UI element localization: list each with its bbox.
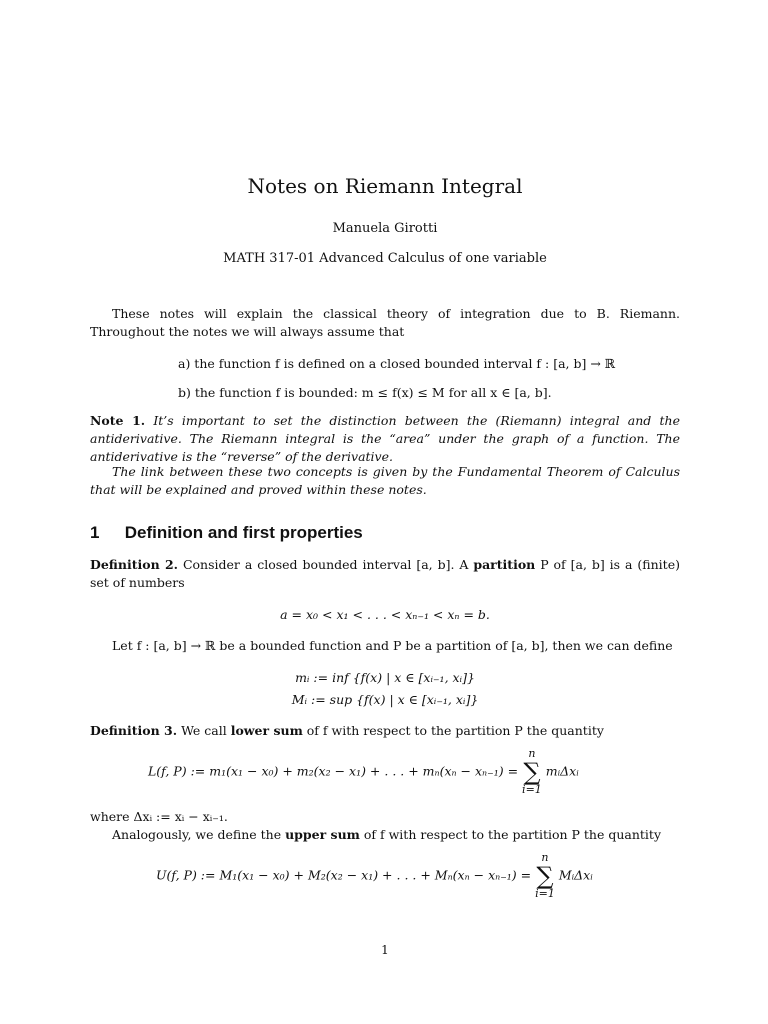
assumption-b: b) the function f is bounded: m ≤ f(x) ≤ M for all x ∈ [a, b]. <box>178 385 552 400</box>
definition-2 <box>90 556 680 592</box>
definition-3 <box>90 722 680 740</box>
upper-intro-term: upper sum <box>285 827 360 842</box>
lower-sum-upper-limit: n <box>528 747 536 760</box>
definition-3-term: lower sum <box>230 723 303 738</box>
definition-2-post: P of [a, b] is a (finite) set of numbers <box>90 557 680 591</box>
sigma-icon: ∑ <box>536 862 554 891</box>
definition-2-pre: Consider a closed bounded interval [a, b]. A <box>182 557 469 572</box>
section-title: Definition and first properties <box>124 523 363 542</box>
document-page <box>90 0 680 1024</box>
partition-equation: a = x₀ < x₁ < . . . < xₙ₋₁ < xₙ = b. <box>280 607 490 622</box>
where-line: where Δxᵢ := xᵢ − xᵢ₋₁. <box>90 809 228 824</box>
definition-2-label: Definition 2. <box>90 557 179 572</box>
upper-sum-equation <box>156 852 746 900</box>
upper-sum-intro <box>90 826 680 844</box>
definition-3-label: Definition 3. <box>90 723 178 738</box>
author-name: Manuela Girotti <box>332 221 438 236</box>
upper-sum-lower-limit: i=1 <box>535 887 555 901</box>
lower-sum-equation <box>148 748 738 796</box>
sup-equation: Mᵢ := sup {f(x) | x ∈ [xᵢ₋₁, xᵢ]} <box>291 692 479 707</box>
upper-sum-sigma <box>535 852 555 900</box>
definition-2-term: partition <box>473 557 536 572</box>
lower-sum-sigma <box>522 748 542 796</box>
assumption-a: a) the function f is defined on a closed bounded interval f : [a, b] → ℝ <box>178 356 616 371</box>
upper-intro-post: of f with respect to the partition P the quantity <box>363 827 662 842</box>
page-number: 1 <box>381 943 389 957</box>
sigma-icon: ∑ <box>523 758 541 787</box>
note-text: It’s important to set the distinction between the (Riemann) integral and the antiderivative. The Riemann integral is the “area” under the graph of a function. The antiderivative is the “reverse” of the derivative. <box>90 413 680 465</box>
upper-intro-pre: Analogously, we define the <box>112 827 282 842</box>
note-label: Note 1. <box>90 413 146 428</box>
inf-equation: mᵢ := inf {f(x) | x ∈ [xᵢ₋₁, xᵢ]} <box>295 670 475 685</box>
definition-3-pre: We call <box>181 723 227 738</box>
section-number: 1 <box>90 523 100 542</box>
note-1 <box>90 412 680 466</box>
upper-sum-rhs: MᵢΔxᵢ <box>558 867 593 883</box>
paper-title: Notes on Riemann Integral <box>247 174 523 198</box>
let-paragraph: Let f : [a, b] → ℝ be a bounded function and P be a partition of [a, b], then we can define <box>112 638 673 653</box>
upper-sum-upper-limit: n <box>541 851 549 864</box>
lower-sum-lower-limit: i=1 <box>522 783 542 797</box>
lower-sum-rhs: mᵢΔxᵢ <box>545 763 579 779</box>
lower-sum-lhs: L(f, P) := m₁(x₁ − x₀) + m₂(x₂ − x₁) + . . . + mₙ(xₙ − xₙ₋₁) = <box>148 763 519 779</box>
section-heading <box>90 521 363 546</box>
course-name: MATH 317-01 Advanced Calculus of one variable <box>223 251 547 266</box>
definition-3-post: of f with respect to the partition P the quantity <box>306 723 604 738</box>
note-1-continuation: The link between these two concepts is given by the Fundamental Theorem of Calculus that will be explained and proved within these notes. <box>90 464 680 498</box>
intro-paragraph: These notes will explain the classical theory of integration due to B. Riemann. Throughout the notes we will always assume that <box>90 306 680 340</box>
upper-sum-lhs: U(f, P) := M₁(x₁ − x₀) + M₂(x₂ − x₁) + . . . + Mₙ(xₙ − xₙ₋₁) = <box>156 867 532 883</box>
